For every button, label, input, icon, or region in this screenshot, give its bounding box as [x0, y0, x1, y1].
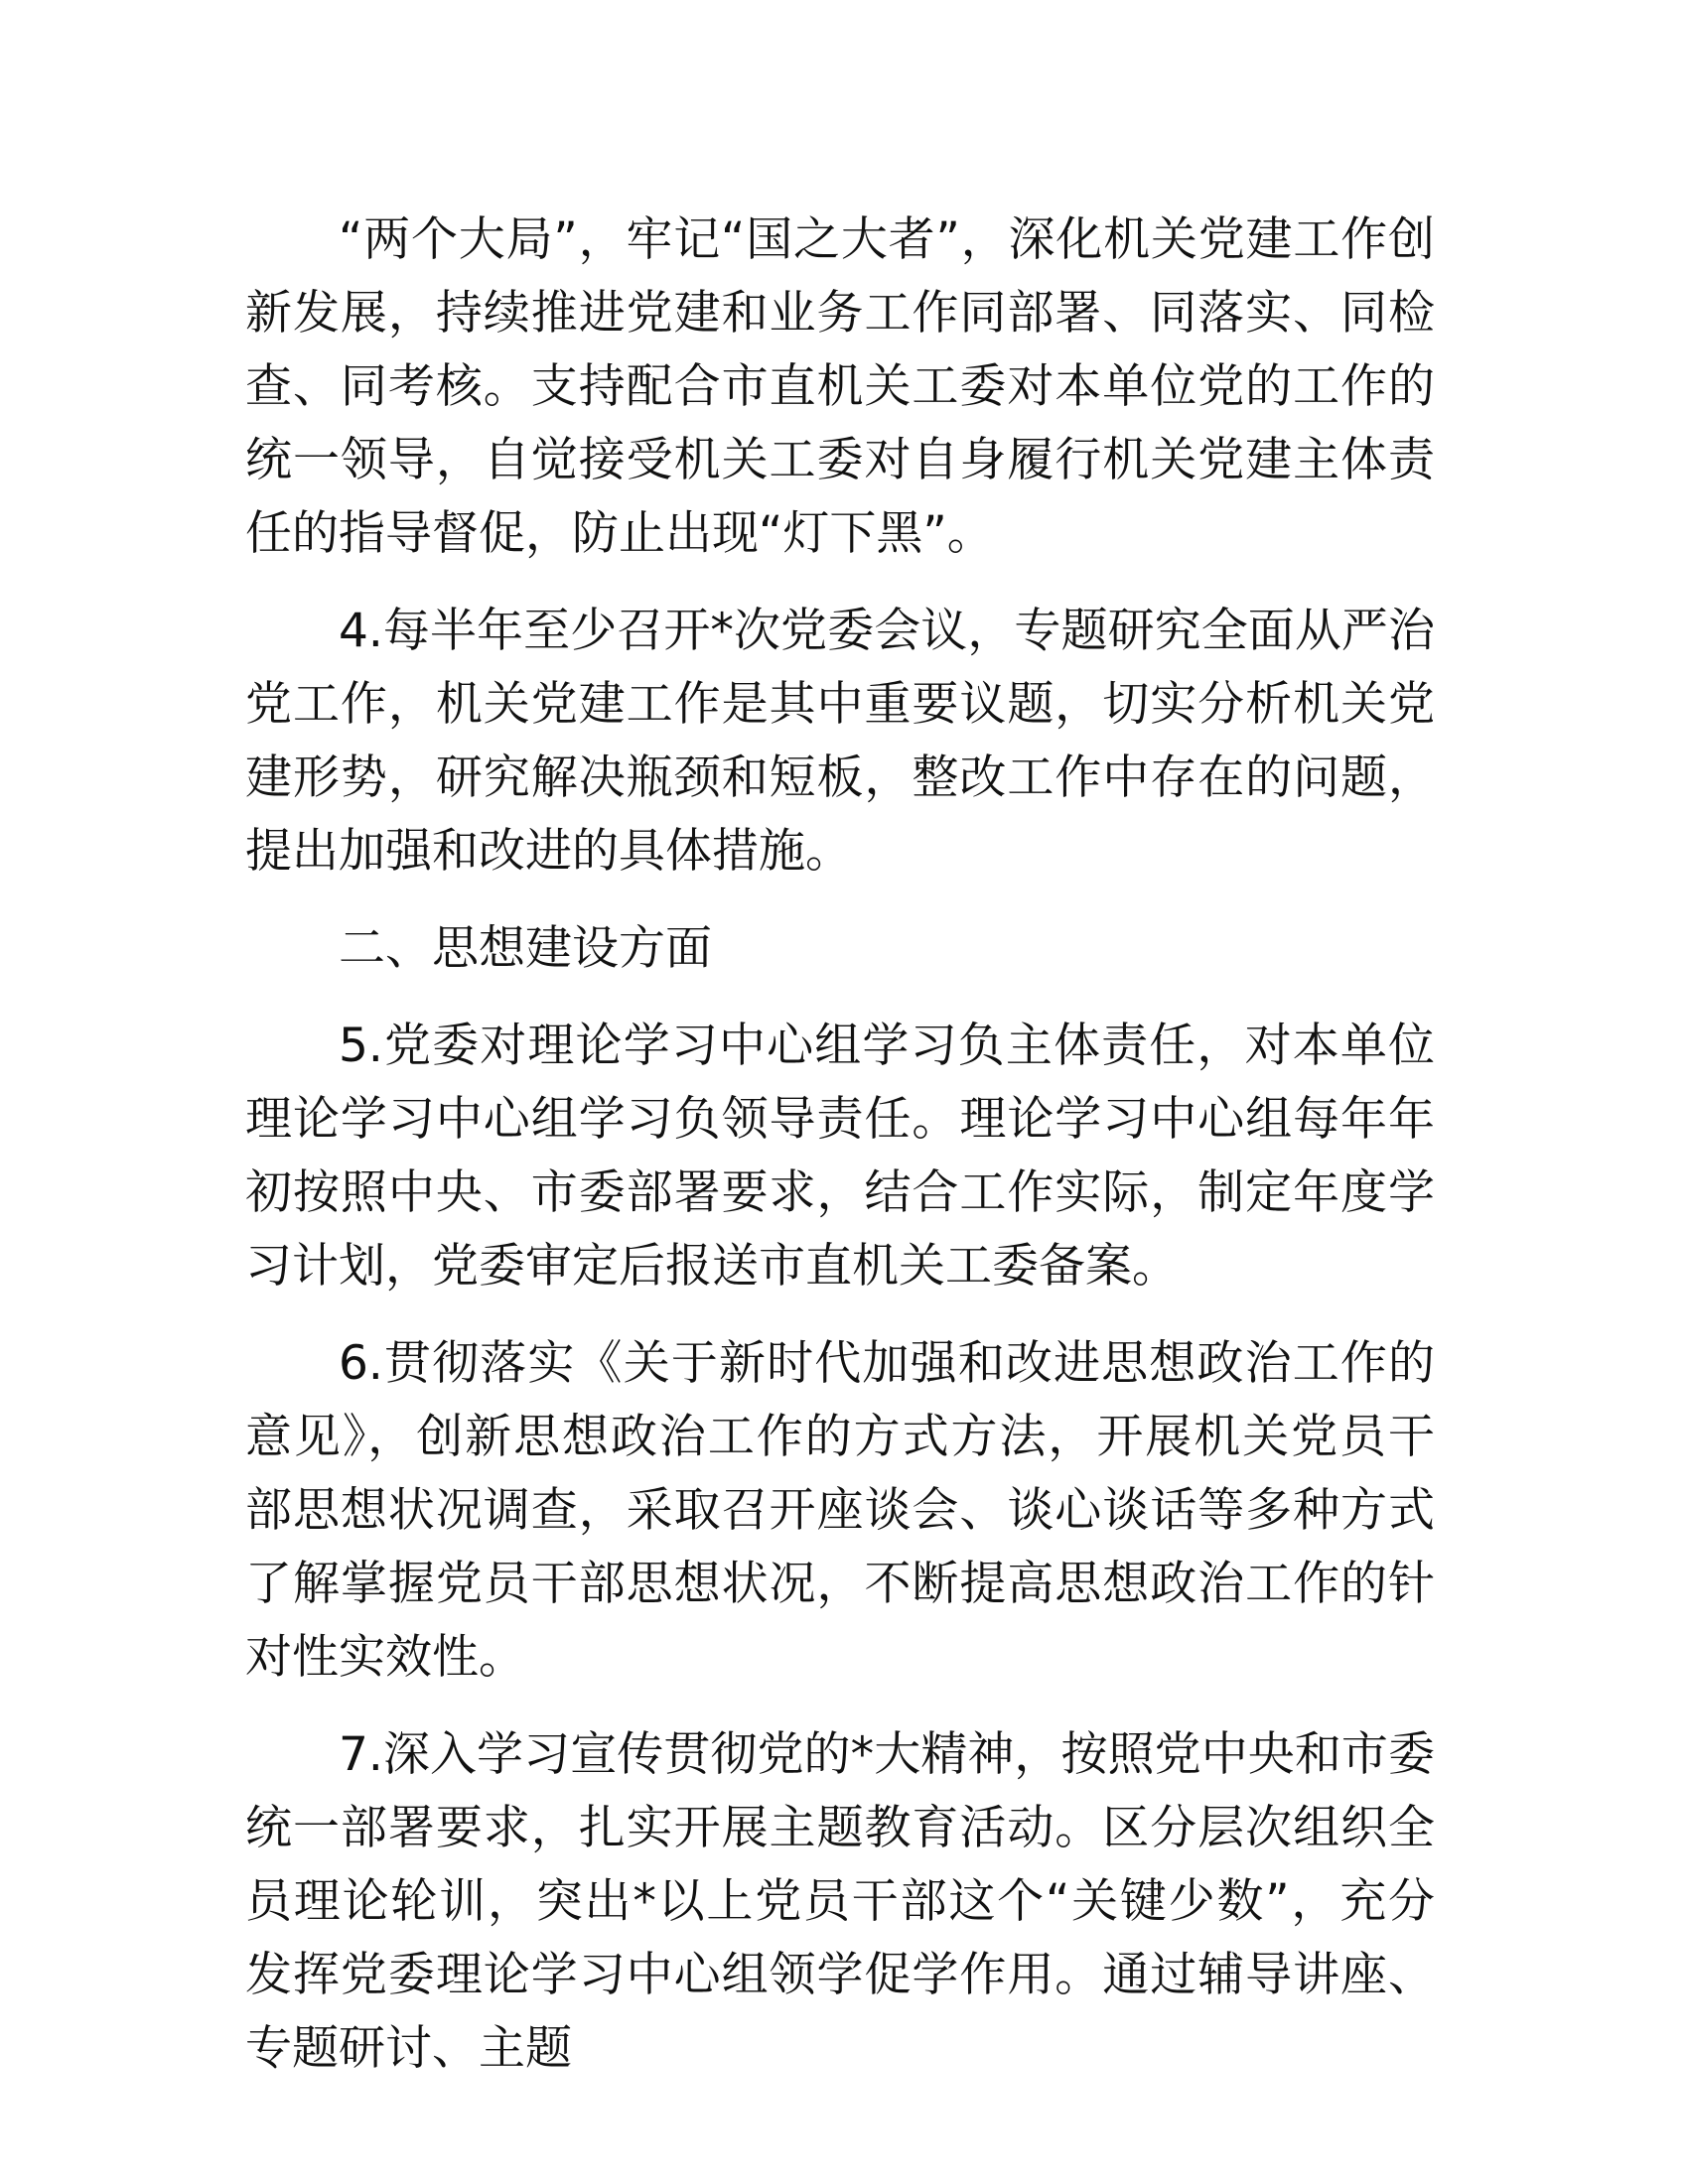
paragraph-item-6: 6.贯彻落实《关于新时代加强和改进思想政治工作的意见》，创新思想政治工作的方式方法，开展机关党员干部思想状况调查，采取召开座谈会、谈心谈话等多种方式了解掌握党员干部思想状况，不断提高思想政治工作的针对性实效性。: [245, 1336, 1435, 1685]
paragraph-item-4: 4.每半年至少召开*次党委会议，专题研究全面从严治党工作，机关党建工作是其中重要议题，切实分析机关党建形势，研究解决瓶颈和短板，整改工作中存在的问题，提出加强和改进的具体措施。: [245, 604, 1435, 879]
section-heading: 二、思想建设方面: [339, 921, 712, 976]
paragraph-item-5: 5.党委对理论学习中心组学习负主体责任，对本单位理论学习中心组学习负领导责任。理论学习中心组每年年初按照中央、市委部署要求，结合工作实际，制定年度学习计划，党委审定后报送市直机关工委备案。: [245, 1019, 1435, 1294]
paragraph-item-7: 7.深入学习宣传贯彻党的*大精神，按照党中央和市委统一部署要求，扎实开展主题教育活动。区分层次组织全员理论轮训，突出*以上党员干部这个“关键少数”，充分发挥党委理论学习中心组领学促学作用。通过辅导讲座、专题研讨、主题: [245, 1727, 1435, 2076]
paragraph-continuation: “两个大局”，牢记“国之大者”，深化机关党建工作创新发展，持续推进党建和业务工作同部署、同落实、同检查、同考核。支持配合市直机关工委对本单位党的工作的统一领导，自觉接受机关工委对自身履行机关党建主体责任的指导督促，防止出现“灯下黑”。: [245, 212, 1435, 561]
body-text: [245, 204, 1435, 2110]
